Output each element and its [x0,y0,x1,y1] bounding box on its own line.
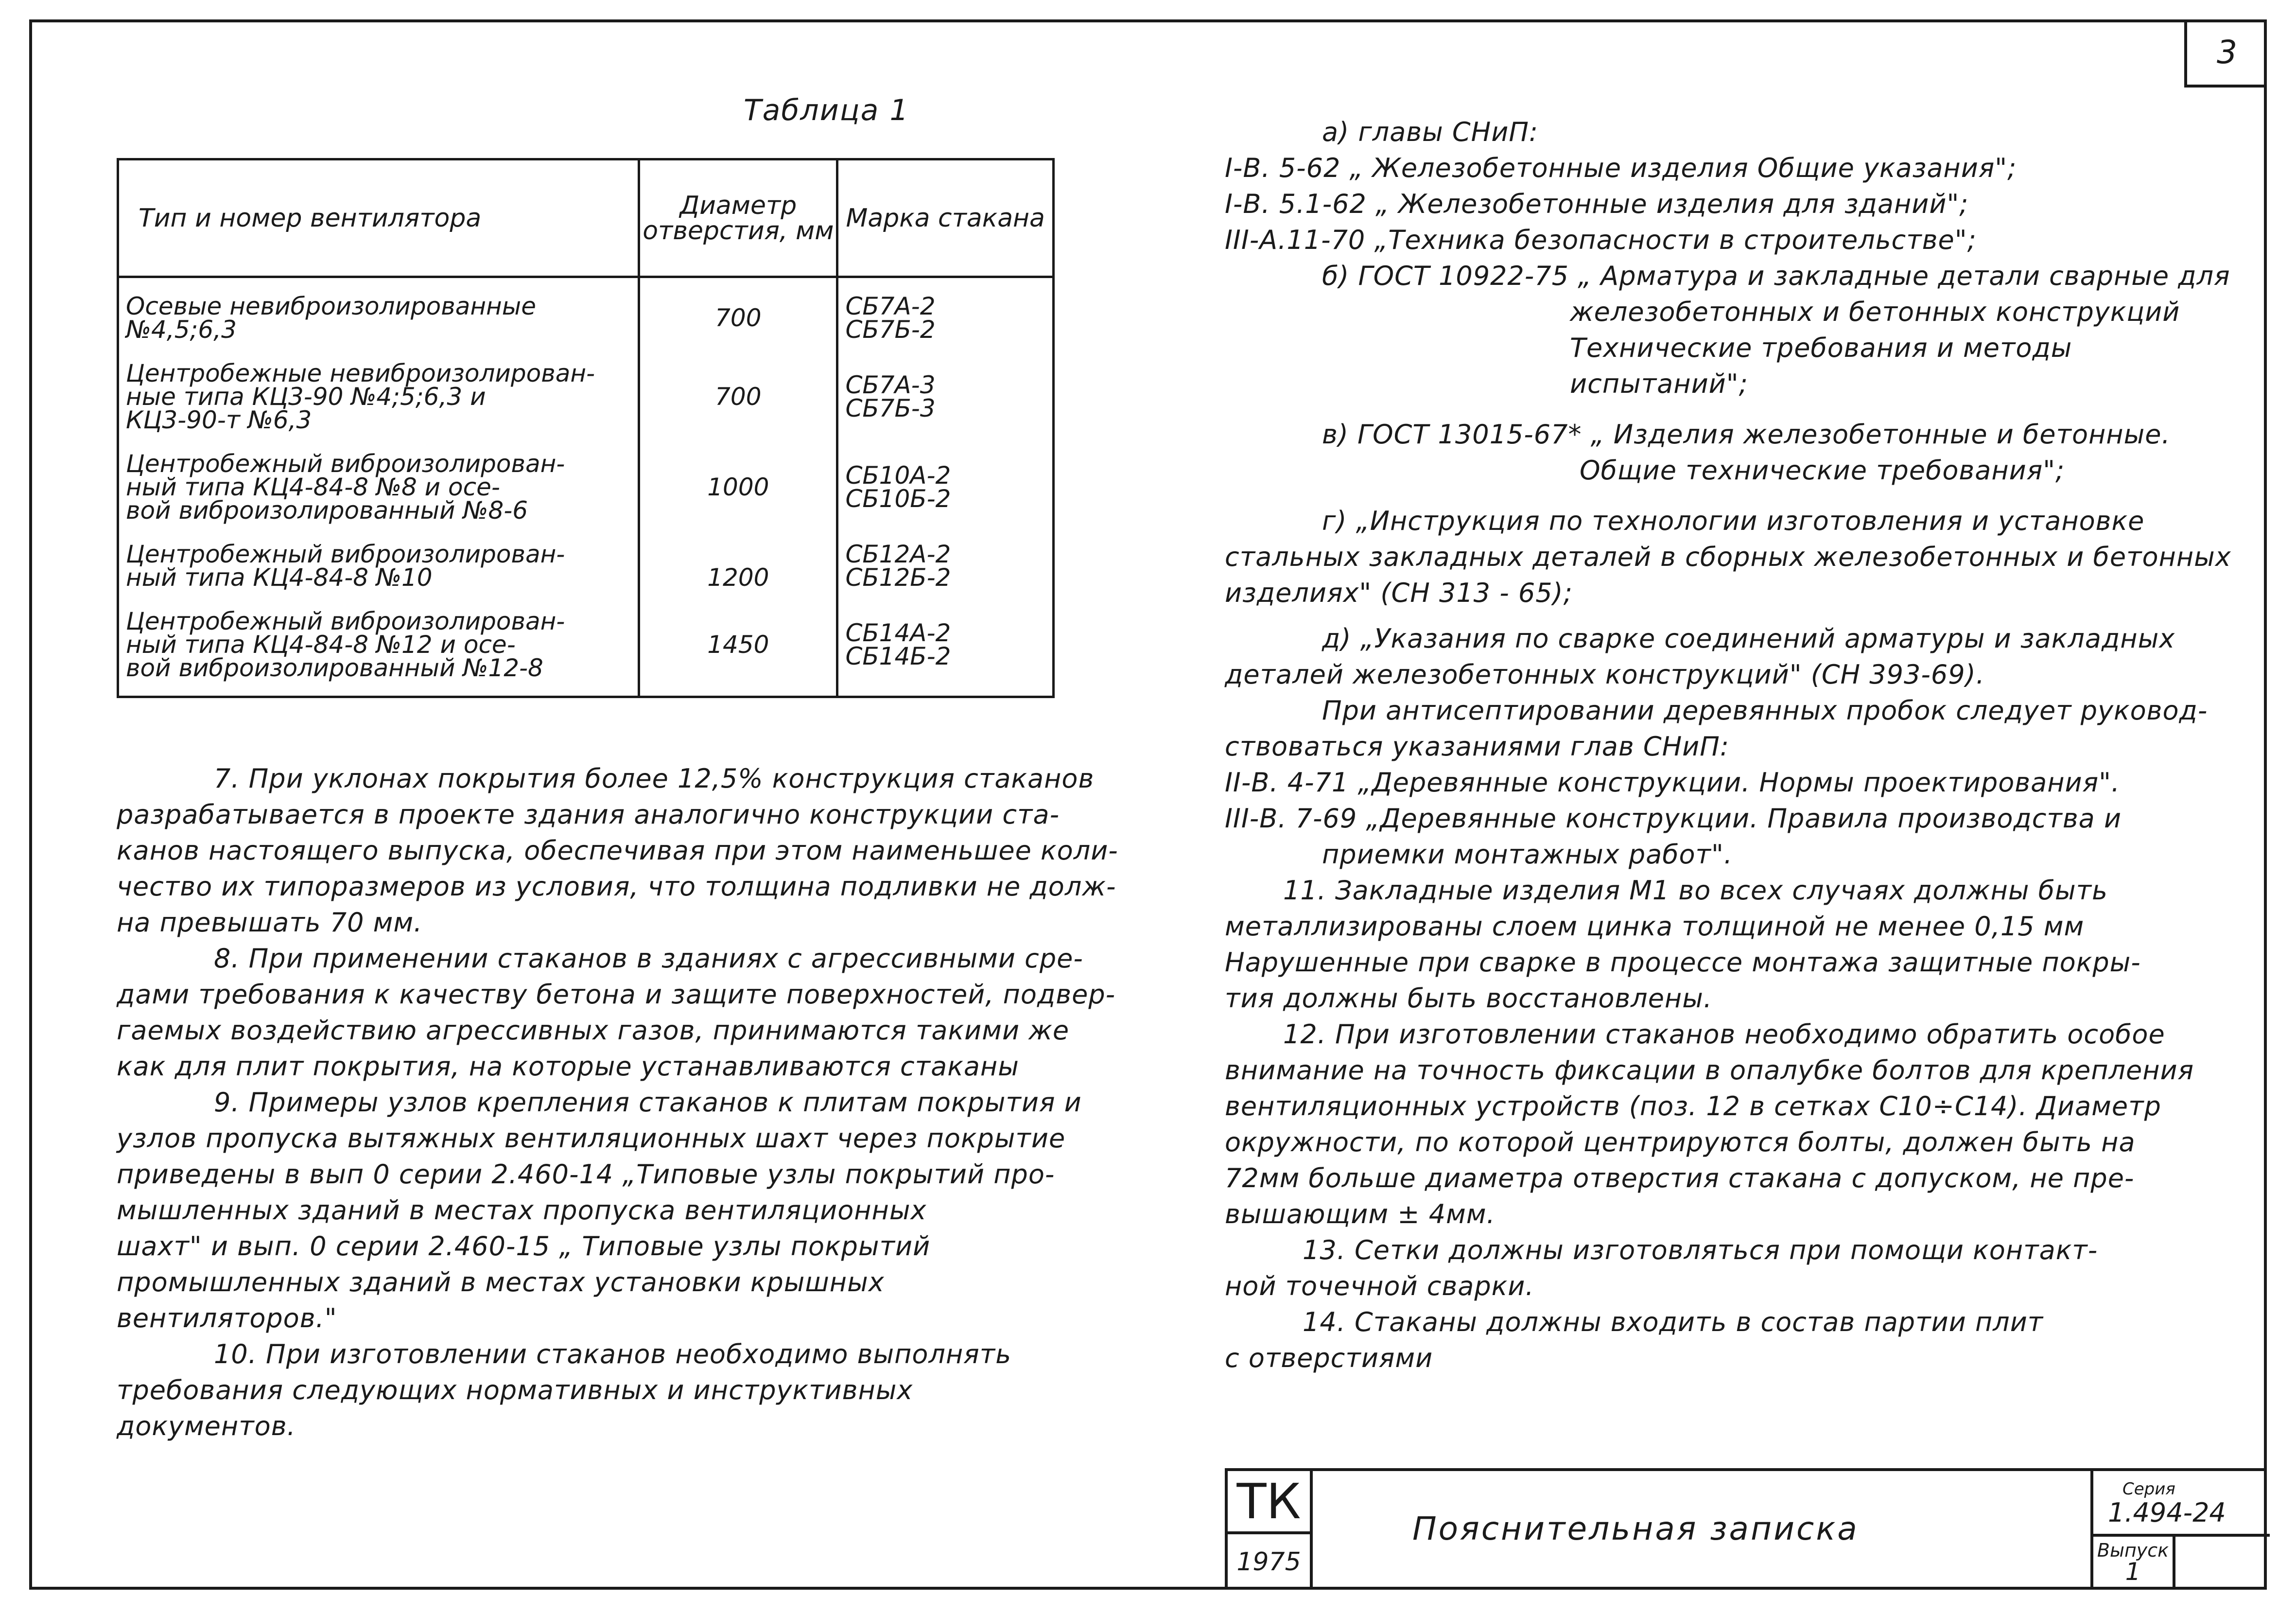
tk-mark: ТК [1228,1471,1313,1534]
stamp-series-code: Серия 1.494-24 [2090,1471,2270,1537]
table-row: Центробежный виброизолирован- ный типа КЦ4-84-8 №8 и осе- вой виброизолированный №8-6 1000 СБ10А-2 СБ10Б-2 [118,449,1054,525]
table-row: Центробежные невиброизолирован- ные типа КЦ3-90 №4;5;6,3 и КЦ3-90-т №6,3 700 СБ7А-3 СБ7Б-3 [118,359,1054,435]
title-block [1225,1468,2267,1590]
stamp-year: 1975 [1228,1534,1313,1590]
table-row: Центробежный виброизолирован- ный типа КЦ4-84-8 №12 и осе- вой виброизолированный №12-8 1450 СБ14А-2 СБ14Б-2 [118,607,1054,683]
page-number: 3 [2184,19,2267,88]
stamp-title: Пояснительная записка [1412,1510,1859,1547]
left-text: 7. При уклонах покрытия более 12,5% конструкция стаканов разрабатывается в проекте здания аналогично конструкции ста- канов настоящего выпуска, обеспечивая при этом наименьшее коли- чество их типоразмеров из условия, что толщина подливки не долж- на превышать 70 мм. 8. При применении стаканов в зданиях с агрессивными сре- дами требования к качеству бетона и защите поверхностей, подвер- гаемых воздействию агрессивных газов, принимаются такими же как для плит покрытия, на которые устанавливаются стаканы 9. Примеры узлов крепления стаканов к плитам покрытия и узлов пропуска вытяжных вентиляционных шахт через покрытие приведены в вып 0 серии 2.460-14 „Типовые узлы покрытий про- мышленных зданий в местах пропуска вентиляционных шахт" и вып. 0 серии 2.460-15 „ Типовые узлы покрытий промышленных зданий в местах установки крышных вентиляторов." 10. При изготовлении стаканов необходимо выполнять требования следующих нормативных и инструктивных документов. [117,763,1118,1441]
table-row: Осевые невиброизолированные №4,5;6,3 700 СБ7А-2 СБ7Б-2 [118,292,1054,344]
table-caption: Таблица 1 [744,93,909,127]
fan-table [117,158,1055,698]
header-type: Тип и номер вентилятора [118,159,639,277]
table-row: Центробежный виброизолирован- ный типа КЦ4-84-8 №10 1200 СБ12А-2 СБ12Б-2 [118,540,1054,592]
header-diameter: Диаметр отверстия, мм [639,159,837,277]
table-header-row [118,159,1054,277]
right-text: а) главы СНиП: I-В. 5-62 „ Железобетонные изделия Общие указания"; I-В. 5.1-62 „ Железобетонные изделия для зданий"; III-А.11-70 „Техника безопасности в строительстве"; б) ГОСТ 10922-75 „ Арматура и закладные детали сварные для железобетонных и бетонных конструкций Технические требования и методы испытаний"; в) ГОСТ 13015-67* „ Изделия железобетонные и бетонные. Общие технические требования"; г) „Инструкция по технологии изготовления и установке стальных закладных деталей в сборных железобетонных и бетонных изделиях" (СН 313 - 65); д) „Указания по сварке соединений арматуры и закладных деталей железобетонных конструкций" (СН 393-69). При антисептировании деревянных пробок следует руковод- ствоваться указаниями глав СНиП: II-В. 4-71 „Деревянные конструкции. Нормы проектирования". III-В. 7-69 „Деревянные конструкции. Правила производства и приемки монтажных работ". 11. Закладные изделия М1 во всех случаях должны быть металлизированы слоем цинка толщиной не менее 0,15 мм Нарушенные при сварке в процессе монтажа защитные покры- тия должны быть восстановлены. 12. При изготовлении стаканов необходимо обратить особое внимание на точность фиксации в опалубке болтов для крепления вентиляционных устройств (поз. 12 в сетках С10÷С14). Диаметр окружности, по которой центрируются болты, должен быть на 72мм больше диаметра отверстия стакана с допуском, не пре- вышающим ± 4мм. 13. Сетки должны изготовляться при помощи контакт- ной точечной сварки. 14. Стаканы должны входить в состав партии плит с отверстиями [1225,117,2231,1373]
header-mark: Марка стакана [837,159,1054,277]
stamp-issue: Выпуск 1 [2090,1537,2175,1590]
